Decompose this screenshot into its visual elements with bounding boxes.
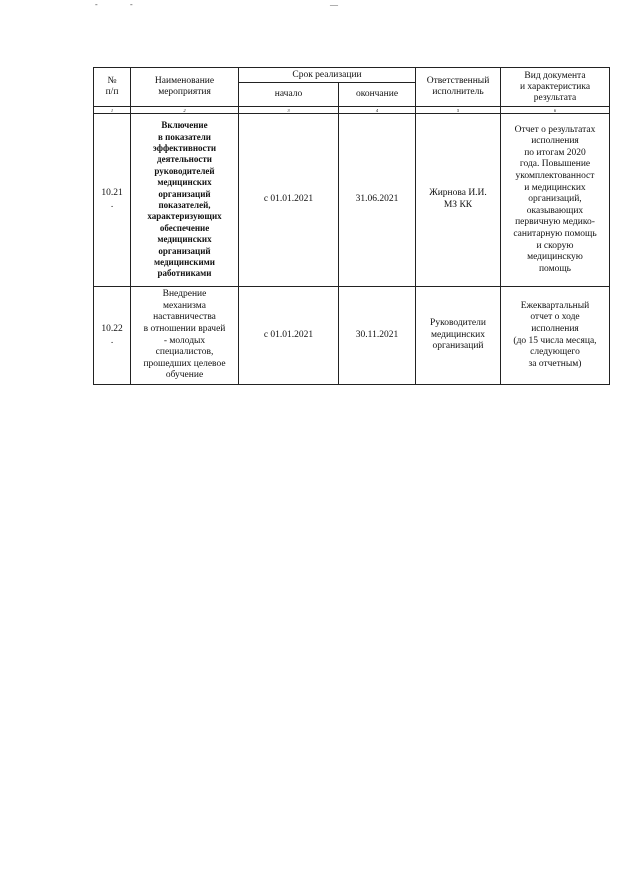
header-measure-name: Наименование мероприятия bbox=[130, 67, 239, 107]
col-number-6: 6 bbox=[500, 106, 610, 114]
row-1-responsible: Жирнова И.И. МЗ КК bbox=[415, 113, 501, 287]
row-1-end: 31.06.2021 bbox=[338, 113, 416, 287]
header-responsible: Ответственный исполнитель bbox=[415, 67, 501, 107]
row-2-measure-name: Внедрение механизма наставничества в отношении врачей - молодых специалистов, прошедших целевое обучение bbox=[130, 286, 239, 385]
header-number: № п/п bbox=[93, 67, 131, 107]
col-number-3: 3 bbox=[238, 106, 339, 114]
scan-mark-right: — bbox=[330, 0, 338, 9]
col-number-1: 1 bbox=[93, 106, 131, 114]
row-2-document-type: Ежеквартальный отчет о ходе исполнения (до 15 числа месяца, следующего за отчетным) bbox=[500, 286, 610, 385]
row-2-number: 10.22 . bbox=[93, 286, 131, 385]
row-2-start: с 01.01.2021 bbox=[238, 286, 339, 385]
scan-mark-mid: - bbox=[130, 0, 133, 9]
row-1-number: 10.21 . bbox=[93, 113, 131, 287]
col-number-4: 4 bbox=[338, 106, 416, 114]
measures-table bbox=[93, 67, 610, 385]
row-1-measure-name: Включение в показатели эффективности деятельности руководителей медицинских организаций показателей, характеризующих обеспечение медицинских организаций медицинскими работниками bbox=[130, 113, 239, 287]
scan-mark-left: - bbox=[95, 0, 98, 9]
row-1-start: с 01.01.2021 bbox=[238, 113, 339, 287]
col-number-5: 5 bbox=[415, 106, 501, 114]
header-document-type: Вид документа и характеристика результата bbox=[500, 67, 610, 107]
header-implementation-period: Срок реализации bbox=[238, 67, 416, 83]
row-2-end: 30.11.2021 bbox=[338, 286, 416, 385]
col-number-2: 2 bbox=[130, 106, 239, 114]
header-start: начало bbox=[238, 82, 339, 107]
row-2-responsible: Руководители медицинских организаций bbox=[415, 286, 501, 385]
header-end: окончание bbox=[338, 82, 416, 107]
row-1-document-type: Отчет о результатах исполнения по итогам 2020 года. Повышение укомплектованност и медицинских организаций, оказывающих первичную медико- санитарную помощь и скорую медицинскую помощь bbox=[500, 113, 610, 287]
